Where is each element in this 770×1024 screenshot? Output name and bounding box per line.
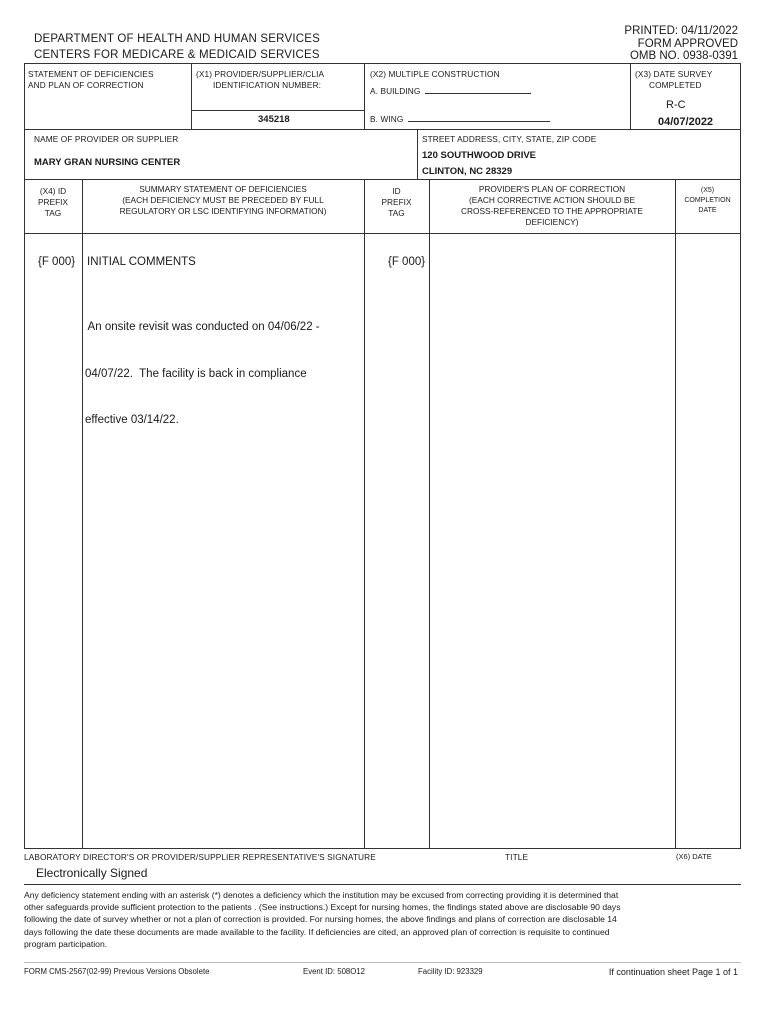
disclaimer-line: Any deficiency statement ending with an asterisk (*) denotes a deficiency which the institution may be excused from correcting providing it is determined that [24, 890, 619, 900]
id-header-line: PREFIX [381, 197, 412, 207]
divider [24, 884, 741, 885]
address-label: STREET ADDRESS, CITY, STATE, ZIP CODE [422, 134, 597, 144]
disclaimer-line: days following the date these documents are made available to the facility. If deficiencies are cited, an approved plan of correction is requisite to continued [24, 926, 610, 937]
summary-header-line: (EACH DEFICIENCY MUST BE PRECEDED BY FULL [122, 195, 324, 205]
x4-header-line: (X4) ID [39, 186, 67, 196]
divider [24, 179, 741, 180]
divider [364, 63, 365, 129]
divider [24, 129, 741, 130]
entry-heading: INITIAL COMMENTS [87, 256, 196, 268]
printed-date: PRINTED: 04/11/2022 [624, 25, 738, 37]
signature-label: LABORATORY DIRECTOR'S OR PROVIDER/SUPPLIER REPRESENTATIVE'S SIGNATURE [24, 852, 376, 862]
summary-header-line: SUMMARY STATEMENT OF DEFICIENCIES [139, 184, 307, 194]
x1-label-2: IDENTIFICATION NUMBER: [213, 80, 322, 90]
entry-text [85, 289, 320, 444]
prefix-tag: {F 000} [38, 256, 76, 268]
omb-number: OMB NO. 0938-0391 [629, 50, 738, 62]
provider-prefix-tag: {F 000} [388, 256, 426, 268]
divider [24, 848, 741, 849]
divider [429, 179, 430, 848]
plan-header [429, 184, 675, 228]
x3-label: (X3) DATE SURVEY [635, 69, 713, 79]
id-header-line: TAG [388, 208, 405, 218]
disclaimer-line: program participation. [24, 938, 108, 949]
summary-header-line: REGULATORY OR LSC IDENTIFYING INFORMATION) [119, 206, 327, 216]
provider-name: MARY GRAN NURSING CENTER [34, 157, 181, 168]
x5-header-line: DATE [698, 207, 717, 214]
agency-name: CENTERS FOR MEDICARE & MEDICAID SERVICES [34, 49, 320, 61]
signature-date-label: (X6) DATE [676, 852, 712, 861]
statement-label-2: AND PLAN OF CORRECTION [28, 80, 144, 90]
x1-label: (X1) PROVIDER/SUPPLIER/CLIA [196, 69, 325, 79]
divider [630, 63, 631, 129]
page-number: If continuation sheet Page 1 of 1 [608, 967, 738, 977]
summary-header [82, 184, 364, 217]
entry-text-line: An onsite revisit was conducted on 04/06/22 - [85, 321, 320, 333]
divider [24, 179, 25, 848]
building-label-text: A. BUILDING [370, 86, 421, 96]
divider [24, 63, 741, 64]
statement-label: STATEMENT OF DEFICIENCIES [28, 69, 154, 79]
entry-text-line: effective 03/14/22. [85, 414, 179, 426]
address-line-2: CLINTON, NC 28329 [422, 166, 513, 177]
divider [191, 110, 364, 111]
x3-label-2: COMPLETED [649, 80, 702, 90]
department-name: DEPARTMENT OF HEALTH AND HUMAN SERVICES [34, 33, 320, 45]
entry-text-line: 04/07/22. The facility is back in compliance [85, 367, 307, 380]
wing-label-text: B. WING [370, 114, 404, 124]
provider-name-label: NAME OF PROVIDER OR SUPPLIER [34, 134, 179, 144]
x4-header-line: PREFIX [38, 197, 68, 207]
survey-date: 04/07/2022 [658, 116, 714, 128]
building-label [370, 85, 531, 96]
survey-code: R-C [666, 99, 686, 111]
plan-header-line: PROVIDER'S PLAN OF CORRECTION [478, 184, 626, 194]
signature-value: Electronically Signed [36, 866, 148, 880]
x5-header [675, 186, 740, 216]
divider [82, 179, 83, 848]
disclaimer [24, 889, 621, 950]
divider [740, 179, 741, 848]
x5-header-line: (X5) [700, 187, 715, 194]
x5-header-line: COMPLETION [684, 197, 731, 204]
x4-header [24, 186, 82, 219]
plan-header-line: CROSS-REFERENCED TO THE APPROPRIATE [461, 206, 643, 216]
divider [191, 63, 192, 129]
x4-header-line: TAG [44, 208, 62, 218]
divider [24, 962, 741, 963]
wing-field [408, 113, 550, 122]
disclaimer-line: following the date of survey whether or not a plan of correction is provided. For nursing homes, the above findings and plans of correction are disclosable 14 [24, 914, 617, 925]
plan-header-line: (EACH CORRECTIVE ACTION SHOULD BE [469, 195, 635, 205]
id-prefix-header [364, 186, 429, 219]
plan-header-line: DEFICIENCY) [525, 217, 579, 227]
form-number: FORM CMS-2567(02-99) Previous Versions Obsolete [24, 967, 210, 976]
divider [675, 179, 676, 848]
address-line-1: 120 SOUTHWOOD DRIVE [422, 150, 537, 161]
facility-id: Facility ID: 923329 [418, 967, 483, 976]
x2-label: (X2) MULTIPLE CONSTRUCTION [370, 69, 500, 79]
title-label: TITLE [505, 852, 529, 862]
divider [417, 129, 418, 179]
event-id: Event ID: 508O12 [303, 967, 365, 976]
divider [24, 233, 741, 234]
id-header-line: ID [392, 186, 401, 196]
divider [364, 179, 365, 848]
form-approved: FORM APPROVED [637, 38, 738, 50]
disclaimer-line: other safeguards provide sufficient protection to the patients . (See instructions.) Except for nursing homes, the findings stated above are disclosable 90 days [24, 902, 621, 913]
provider-id-number: 345218 [258, 114, 290, 125]
wing-label [370, 113, 550, 124]
building-field [425, 85, 531, 94]
